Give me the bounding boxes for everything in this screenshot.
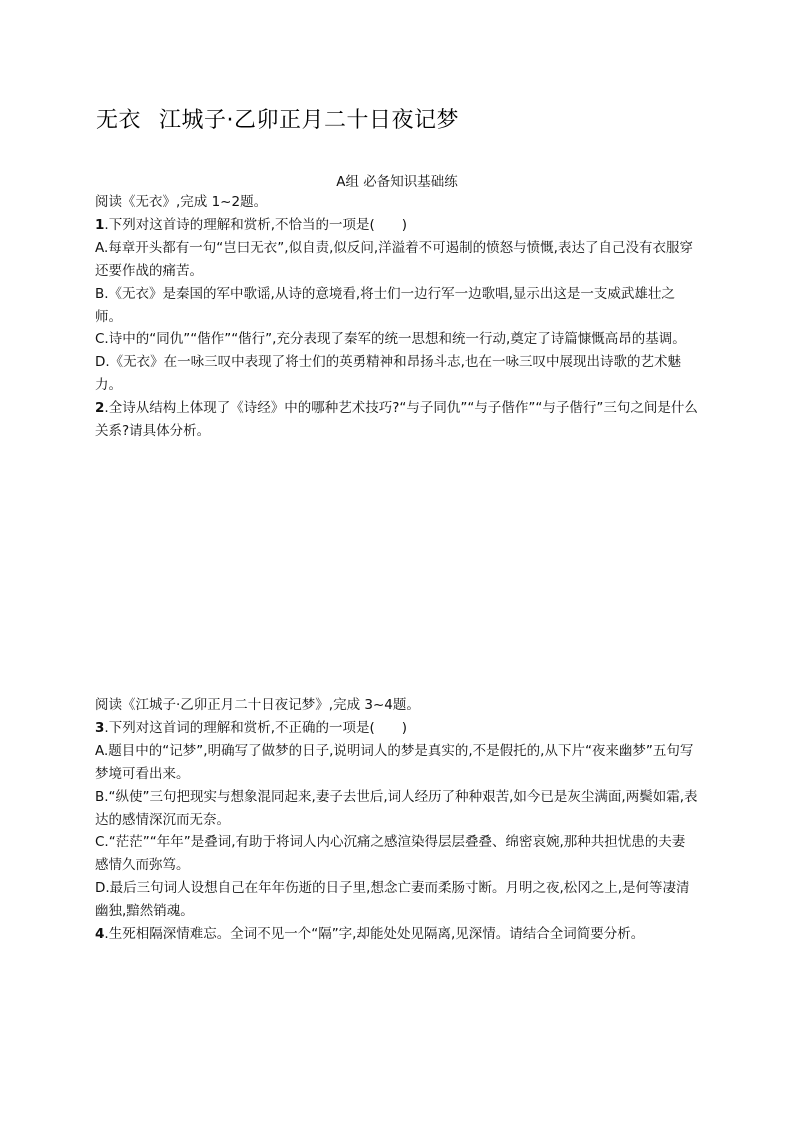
- option-c: C.诗中的“同仇”“偕作”“偕行”,充分表现了秦军的统一思想和统一行动,奠定了诗篇慷慨高昂的基调。: [95, 331, 686, 348]
- question-stem: .全诗从结构上体现了《诗经》中的哪种艺术技巧?“与子同仇”“与子偕作”“与子偕行”三句之间是什么关系?请具体分析。: [95, 400, 698, 440]
- question-1: [95, 214, 698, 237]
- question-number: 3: [95, 719, 105, 736]
- option-d: D.《无衣》在一咏三叹中表现了将士们的英勇精神和昂扬斗志,也在一咏三叹中展现出诗歌的艺术魅力。: [95, 354, 681, 394]
- question-stem: .生死相隔深情难忘。全词不见一个“隔”字,却能处处见隔离,见深情。请结合全词简要分析。: [104, 926, 645, 943]
- question-number: 4: [95, 926, 105, 943]
- title-part-jiangchengzi: 江城子·乙卯正月二十日夜记梦: [159, 108, 460, 133]
- option-d: D.最后三句词人设想自己在年年伤逝的日子里,想念亡妻而柔肠寸断。月明之夜,松冈之上,是何等凄清幽独,黯然销魂。: [95, 880, 690, 920]
- option-c: C.“茫茫”“年年”是叠词,有助于将词人内心沉痛之感渲染得层层叠叠、绵密哀婉,那种共担忧患的夫妻感情久而弥笃。: [95, 834, 686, 874]
- part-wuyi: [95, 191, 698, 443]
- option-a: A.题目中的“记梦”,明确写了做梦的日子,说明词人的梦是真实的,不是假托的,从下片“夜来幽梦”五句写梦境可看出来。: [95, 742, 694, 782]
- option-b: B.“纵使”三句把现实与想象混同起来,妻子去世后,词人经历了种种艰苦,如今已是灰尘满面,两鬓如霜,表达的感情深沉而无奈。: [95, 788, 698, 828]
- question-stem: .下列对这首诗的理解和赏析,不恰当的一项是( ): [104, 216, 408, 233]
- question-stem: .下列对这首词的理解和赏析,不正确的一项是( ): [104, 719, 408, 736]
- option-a: A.每章开头都有一句“岂曰无衣”,似自责,似反问,洋溢着不可遏制的愤怒与愤慨,表达了自己没有衣服穿还要作战的痛苦。: [95, 239, 693, 279]
- page-title: [96, 106, 459, 136]
- title-part-wuyi: 无衣: [96, 108, 142, 133]
- question-2: [95, 397, 698, 443]
- section-heading: A组 必备知识基础练: [336, 174, 458, 190]
- part-jiangchengzi: [95, 694, 698, 946]
- question-number: 2: [95, 400, 105, 417]
- reading-intro: 阅读《江城子·乙卯正月二十日夜记梦》,完成 3~4题。: [95, 697, 420, 713]
- question-4: [95, 923, 698, 946]
- question-3: [95, 717, 698, 740]
- reading-intro: 阅读《无衣》,完成 1~2题。: [95, 194, 268, 210]
- option-b: B.《无衣》是秦国的军中歌谣,从诗的意境看,将士们一边行军一边歌唱,显示出这是一支威武雄壮之师。: [95, 285, 675, 325]
- question-number: 1: [95, 216, 105, 233]
